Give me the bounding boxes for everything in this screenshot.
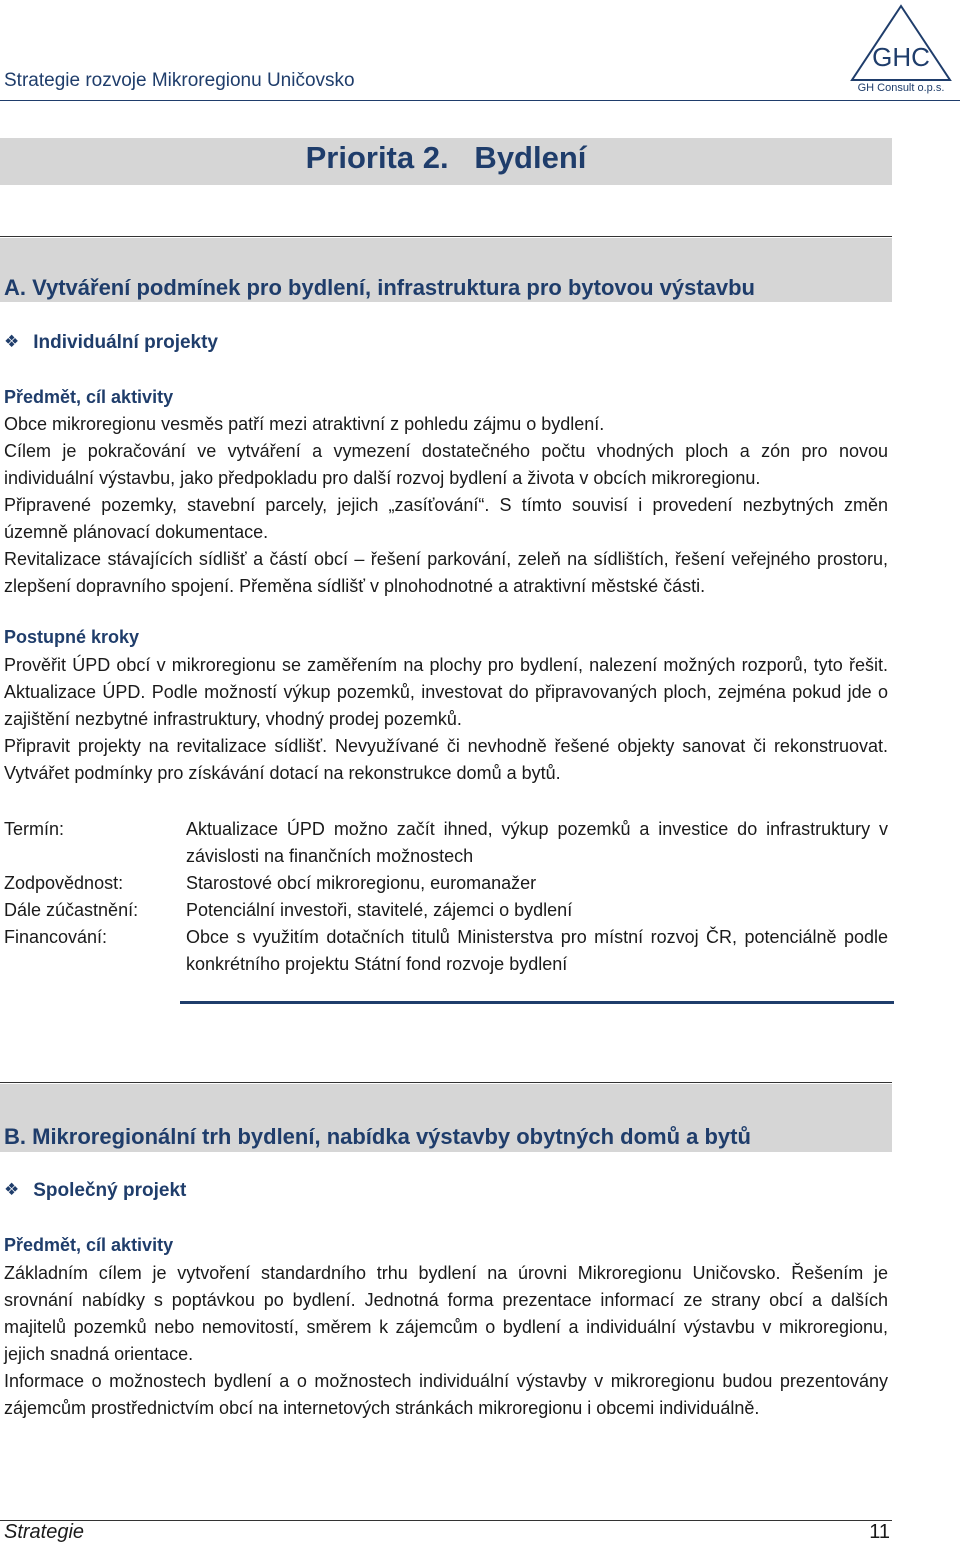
paragraph: Připravené pozemky, stavební parcely, jejich „zasíťování“. S tímto souvisí i provedení nezbytných změn územně plánovací dokumentace. xyxy=(4,495,888,542)
section-a-steps-heading: Postupné kroky xyxy=(4,627,140,647)
responsibility-value: Starostové obcí mikroregionu, euromanažer xyxy=(186,873,537,893)
paragraph: Připravit projekty na revitalizace sídlišť. Nevyužívané či nevhodně řešené objekty sanovat či rekonstruovat. Vytvářet podmínky pro získávání dotací na rekonstrukce domů a bytů. xyxy=(4,736,888,783)
diamond-bullet-icon: ❖ xyxy=(4,332,20,351)
section-b-title: B. Mikroregionální trh bydlení, nabídka výstavby obytných domů a bytů xyxy=(4,1124,751,1149)
footer-label: Strategie xyxy=(4,1521,85,1543)
logo-subtitle: GH Consult o.p.s. xyxy=(857,82,945,94)
company-logo xyxy=(846,2,956,94)
page-number: 11 xyxy=(869,1521,890,1543)
section-b-subject-heading: Předmět, cíl aktivity xyxy=(4,1235,174,1255)
section-b-subject-text xyxy=(4,1260,888,1422)
term-value: Aktualizace ÚPD možno začít ihned, výkup pozemků a investice do infrastruktury v závislosti na finančních možnostech xyxy=(186,819,888,866)
logo-triangle-icon xyxy=(846,2,956,94)
paragraph: Obce mikroregionu vesměs patří mezi atraktivní z pohledu zájmu o bydlení. xyxy=(4,414,605,434)
header-divider xyxy=(0,100,960,101)
paragraph: Informace o možnostech bydlení a o možnostech individuální výstavby v mikroregionu budou prezentovány zájemcům prostřednictvím obcí na internetových stránkách mikroregionu i obcemi individuálně. xyxy=(4,1371,888,1418)
section-a-title: A. Vytváření podmínek pro bydlení, infrastruktura pro bytovou výstavbu xyxy=(4,275,755,300)
responsibility-label: Zodpovědnost: xyxy=(4,873,124,893)
paragraph: Revitalizace stávajících sídlišť a částí obcí – řešení parkování, zeleň na sídlištích, řešení veřejného prostoru, zlepšení dopravního spojení. Přeměna sídlišť v plnohodnotné a atraktivní městské části. xyxy=(4,549,888,596)
document-title: Strategie rozvoje Mikroregionu Uničovsko xyxy=(4,70,355,91)
financing-value: Obce s využitím dotačních titulů Ministerstva pro místní rozvoj ČR, potenciálně podle konkrétního projektu Státní fond rozvoje bydlení xyxy=(186,927,888,974)
section-a-end-divider xyxy=(180,1001,894,1004)
term-label: Termín: xyxy=(4,819,65,839)
financing-label: Financování: xyxy=(4,927,108,947)
section-a-top-divider xyxy=(0,236,892,237)
participants-value: Potenciální investoři, stavitelé, zájemci o bydlení xyxy=(186,900,573,920)
section-b-project-type: ❖ Společný projekt xyxy=(4,1180,187,1201)
section-a-steps-text xyxy=(4,652,888,787)
section-a-subject-heading: Předmět, cíl aktivity xyxy=(4,387,174,407)
section-a-project-type: ❖ Individuální projekty xyxy=(4,332,218,353)
section-a-subject-text xyxy=(4,411,888,600)
paragraph: Prověřit ÚPD obcí v mikroregionu se zaměřením na plochy pro bydlení, nalezení možných rozporů, tyto řešit. Aktualizace ÚPD. Podle možností výkup pozemků, investovat do připravovaných ploch, zejména pokud jde o zajištění nezbytné infrastruktury, vhodný prodej pozemků. xyxy=(4,655,888,729)
paragraph: Cílem je pokračování ve vytváření a vymezení dostatečného počtu vhodných ploch a zón pro novou individuální výstavbu, jako předpokladu pro další rozvoj bydlení a života v obcích mikroregionu. xyxy=(4,441,888,488)
priority-title: Priorita 2. Bydlení xyxy=(305,140,587,175)
footer-divider xyxy=(0,1520,892,1521)
participants-label: Dále zúčastnění: xyxy=(4,900,139,920)
logo-text: GHC xyxy=(872,42,930,72)
diamond-bullet-icon: ❖ xyxy=(4,1180,20,1199)
paragraph: Základním cílem je vytvoření standardního trhu bydlení na úrovni Mikroregionu Uničovsko. Řešením je srovnání nabídky s poptávkou po bydlení. Jednotná forma prezentace informací ze strany obcí a dalších majitelů pozemků nebo nemovitostí, směrem k zájemcům o bydlení a individuální výstavbu v mikroregionu, jejich snadná orientace. xyxy=(4,1263,888,1364)
section-b-top-divider xyxy=(0,1082,892,1083)
